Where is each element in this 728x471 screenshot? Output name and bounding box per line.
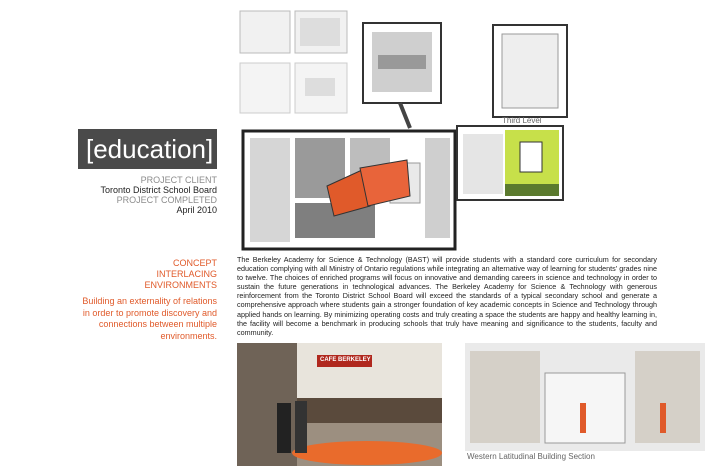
third-level-plan bbox=[490, 22, 570, 122]
body-paragraph: The Berkeley Academy for Science & Technology (BAST) will provide students with a standard core curriculum for secondary education complying with all Ministry of Ontario regulations while integrating an alternative way of learning for students' grades nine to twelve. The choices of enriched programs will focus on innovative and demanding careers in science and technology in order to sustain the future generations in technological advances. The Berkeley Academy for Science & Technology with generous reinforcement from the Toronto District School Board will exceed the standards of a typical secondary school and generate a comprehensive approach where students gain a stronger foundation of key academic concepts in Science and Technology through applied hands on learning. By minimizing operating costs and truly creating a space the students are happy and healthy learning in, the facility will become a benchmark in producing schools that truly have meaning and significance to the students, faculty and community. bbox=[237, 255, 657, 337]
building-section bbox=[465, 343, 705, 451]
thumbnail-plans bbox=[237, 8, 352, 118]
project-completed-label: PROJECT COMPLETED bbox=[116, 195, 217, 205]
concept-line2: ENVIRONMENTS bbox=[144, 280, 217, 290]
orange-classrooms bbox=[322, 158, 414, 218]
project-completed: April 2010 bbox=[176, 205, 217, 215]
concept-statement: Building an externality of relations in order to promote discovery and connections between multiple environments. bbox=[82, 296, 217, 341]
concept-line1: INTERLACING bbox=[156, 269, 217, 279]
concept-label: CONCEPT bbox=[172, 258, 217, 268]
upper-floor-plan bbox=[360, 20, 445, 130]
cafe-sign: CAFE BERKELEY bbox=[320, 357, 371, 363]
section-caption: Western Latitudinal Building Section bbox=[467, 452, 595, 461]
project-client-label: PROJECT CLIENT bbox=[140, 175, 217, 185]
third-level-caption: Third Level bbox=[502, 116, 542, 125]
project-client: Toronto District School Board bbox=[100, 185, 217, 195]
annex-plan bbox=[455, 124, 565, 202]
page-title: [education] bbox=[78, 129, 217, 169]
